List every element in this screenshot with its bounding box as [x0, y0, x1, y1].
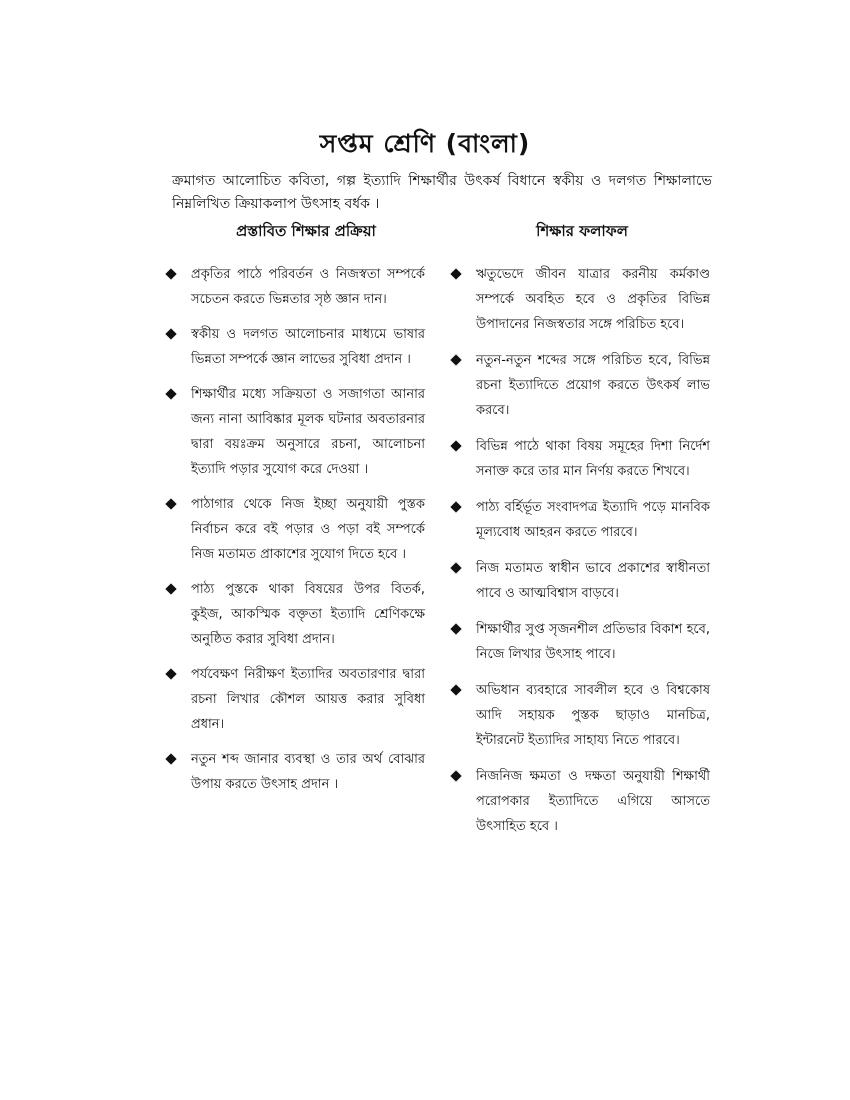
list-item [163, 382, 425, 482]
list-item-text: স্বকীয় ও দলগত আলোচনার মাধ্যমে ভাষার ভিন্নতা সম্পর্কে জ্ঞান লাভের সুবিধা প্রদান । [191, 327, 425, 367]
list-item [163, 662, 425, 737]
list-item [448, 348, 710, 423]
list-item-text: নিজনিজ ক্ষমতা ও দক্ষতা অনুযায়ী শিক্ষার্থী পরোপকার ইত্যাদিতে এগিয়ে আসতে উৎসাহিত হবে । [476, 769, 710, 834]
list-item-text: পর্যবেক্ষণ নিরীক্ষণ ইত্যাদির অবতারণার দ্বারা রচনা লিখার কৌশল আয়ত্ত করার সুবিধা প্রধান। [191, 667, 425, 732]
left-column-heading: প্রস্তাবিত শিক্ষার প্রক্রিয়া [236, 222, 376, 240]
list-item-text: অভিধান ব্যবহারে সাবলীল হবে ও বিশ্বকোষ আদি সহায়ক পুস্তক ছাড়াও মানচিত্র, ইন্টারনেট ইত্যাদির সাহায্য নিতে পারবে। [476, 683, 710, 748]
list-item-text: শিক্ষার্থীর সুপ্ত সৃজনশীল প্রতিভার বিকাশ হবে, নিজে লিখার উৎসাহ পাবে। [476, 622, 710, 662]
list-item-text: পাঠাগার থেকে নিজ ইচ্ছা অনুযায়ী পুস্তক নির্বাচন করে বই পড়ার ও পড়া বই সম্পর্কে নিজ মতামত প্রাকাশের সুযোগ দিতে হবে । [191, 497, 425, 562]
list-item-text: পাঠ্য বর্হির্ভূত সংবাদপত্র ইত্যাদি পড়ে মানবিক মূল্যবোধ আহরন করতে পারবে। [476, 500, 710, 540]
diamond-bullet-icon [450, 770, 461, 781]
list-item-text: নতুন শব্দ জানার ব্যবস্থা ও তার অর্থ বোঝার উপায় করতে উৎসাহ প্রদান । [191, 752, 425, 792]
diamond-bullet-icon [165, 498, 176, 509]
list-item [163, 322, 425, 372]
diamond-bullet-icon [450, 684, 461, 695]
diamond-bullet-icon [450, 623, 461, 634]
list-item-text: বিভিন্ন পাঠে থাকা বিষয় সমূহের দিশা নির্দেশ সনাক্ত করে তার মান নির্ণয় করতে শিখবে। [476, 439, 710, 479]
list-item [448, 434, 710, 484]
list-item [448, 764, 710, 839]
list-item [448, 556, 710, 606]
list-item-text: নতুন-নতুন শব্দের সঙ্গে পরিচিত হবে, বিভিন্ন রচনা ইত্যাদিতে প্রয়োগ করতে উৎকর্ষ লাভ করবে। [476, 353, 710, 418]
list-item-text: নিজ মতামত স্বাধীন ভাবে প্রকাশের স্বাধীনতা পাবে ও আত্মবিশ্বাস বাড়বে। [476, 561, 710, 601]
right-column-heading: শিক্ষার ফলাফল [536, 222, 628, 240]
list-item [163, 747, 425, 797]
list-item-text: ঋতুভেদে জীবন যাত্রার করনীয় কর্মকাণ্ড সম্পর্কে অবহিত হবে ও প্রকৃতির বিভিন্ন উপাদানের নিজস্বতার সঙ্গে পরিচিত হবে। [476, 267, 710, 332]
list-item-text: পাঠ্য পুস্তকে থাকা বিষয়ের উপর বিতর্ক, কুইজ, আকস্মিক বক্তৃতা ইত্যাদি শ্রেণিকক্ষে অনুষ্ঠিত করার সুবিধা প্রদান। [191, 582, 425, 647]
diamond-bullet-icon [165, 328, 176, 339]
learning-outcomes-list [448, 262, 710, 850]
list-item [163, 492, 425, 567]
list-item-text: প্রকৃতির পাঠে পরিবর্তন ও নিজস্বতা সম্পর্কে সচেতন করতে ভিন্নতার সৃষ্ঠ জ্ঞান দান। [191, 267, 425, 307]
list-item [448, 617, 710, 667]
list-item [448, 495, 710, 545]
list-item [448, 262, 710, 337]
diamond-bullet-icon [165, 388, 176, 399]
page-title: সপ্তম শ্রেণি (বাংলা) [319, 129, 531, 158]
diamond-bullet-icon [165, 753, 176, 764]
diamond-bullet-icon [450, 268, 461, 279]
diamond-bullet-icon [450, 354, 461, 365]
diamond-bullet-icon [450, 562, 461, 573]
list-item [163, 262, 425, 312]
diamond-bullet-icon [165, 668, 176, 679]
diamond-bullet-icon [450, 440, 461, 451]
list-item [163, 577, 425, 652]
diamond-bullet-icon [165, 268, 176, 279]
list-item-text: শিক্ষার্থীর মধ্যে সক্রিয়তা ও সজাগতা আনার জন্য নানা আবিষ্কার মূলক ঘটনার অবতারনার দ্বারা বয়ঃক্রম অনুসারে রচনা, আলোচনা ইত্যাদি পড়ার সুযোগ করে দেওয়া । [191, 387, 425, 477]
diamond-bullet-icon [165, 583, 176, 594]
diamond-bullet-icon [450, 501, 461, 512]
intro-paragraph: ক্রমাগত আলোচিত কবিতা, গল্প ইত্যাদি শিক্ষার্থীর উৎকর্ষ বিধানে স্বকীয় ও দলগত শিক্ষালাভে নিম্নলিখিত ক্রিয়াকলাপ উৎসাহ বর্ধক । [172, 173, 712, 212]
list-item [448, 678, 710, 753]
proposed-process-list [163, 262, 425, 807]
